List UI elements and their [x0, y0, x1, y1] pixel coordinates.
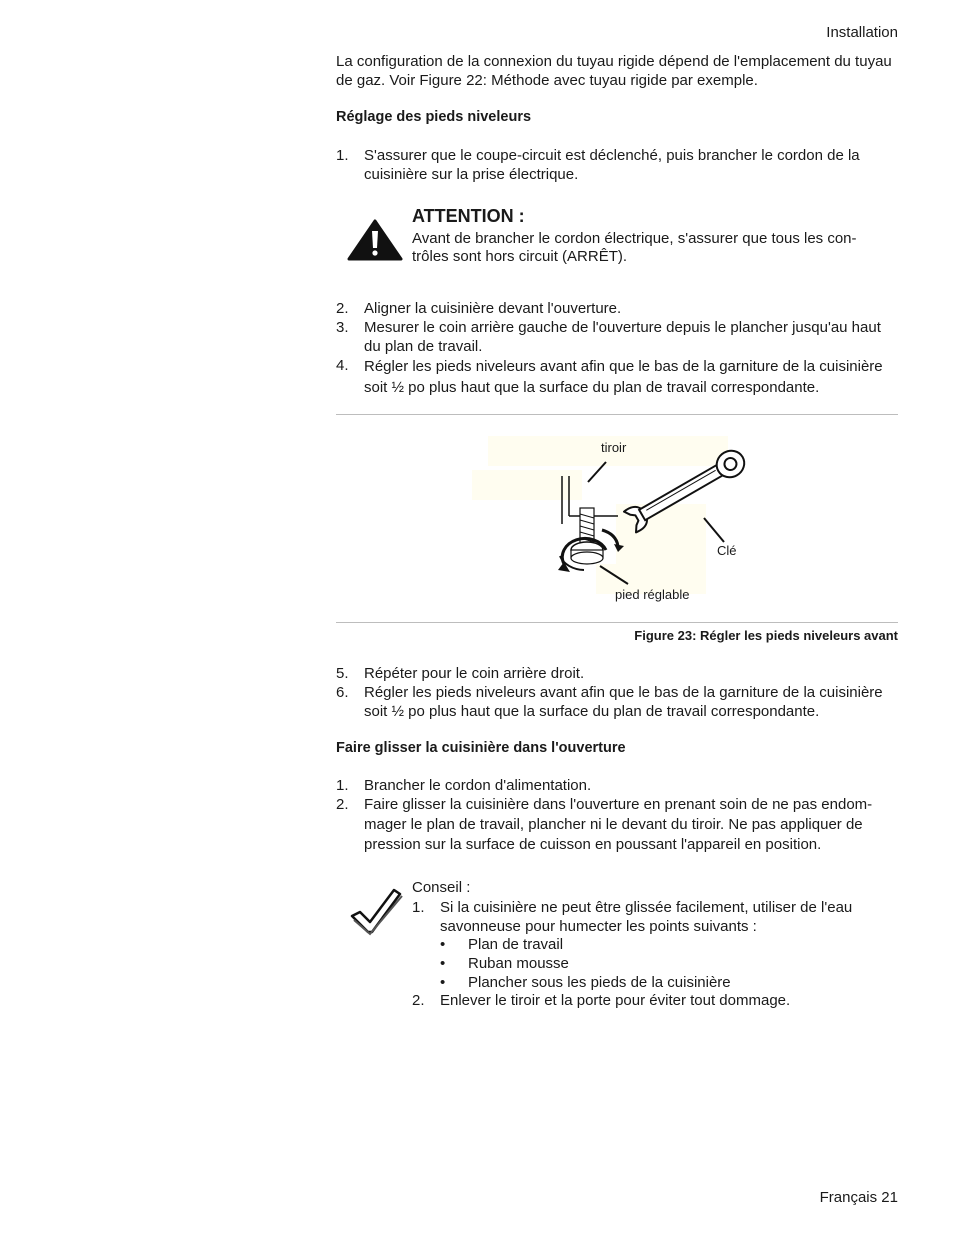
warning-title: ATTENTION :: [412, 206, 525, 226]
label-drawer: tiroir: [601, 440, 627, 455]
page-footer: Français 21: [819, 1189, 898, 1206]
list-number: 1.: [412, 899, 425, 916]
list-number: 6.: [336, 684, 349, 701]
bullet-text: Ruban mousse: [468, 955, 569, 972]
label-adjustable-foot: pied réglable: [615, 587, 690, 602]
intro-paragraph: La configuration de la connexion du tuyau rigide dépend de l'emplacement du tuyau de gaz. Voir Figure 22: Méthode avec tuyau rigide par exemple.: [336, 53, 892, 89]
figure-bottom-rule: [336, 622, 898, 623]
figure-top-rule: [336, 414, 898, 415]
list-number: 3.: [336, 319, 349, 336]
list-text: Régler les pieds niveleurs avant afin que le bas de la garniture de la cuisinière soit ½ po plus haut que la surface du plan de travail correspondante.: [364, 358, 883, 396]
warning-icon: [346, 218, 404, 262]
section-title-slide-in: Faire glisser la cuisinière dans l'ouverture: [336, 740, 626, 756]
tip-title: Conseil :: [412, 879, 471, 896]
list-text: S'assurer que le coupe-circuit est déclenché, puis brancher le cordon de la cuisinière sur la prise électrique.: [364, 147, 860, 183]
list-number: 1.: [336, 777, 349, 794]
list-number: 5.: [336, 665, 349, 682]
list-text: Aligner la cuisinière devant l'ouverture.: [364, 300, 622, 317]
list-text: Brancher le cordon d'alimentation.: [364, 777, 592, 794]
checkmark-icon: [346, 884, 404, 938]
list-text: Si la cuisinière ne peut être glissée facilement, utiliser de l'eau savonneuse pour humecter les points suivants :: [440, 899, 853, 935]
figure-caption: Figure 23: Régler les pieds niveleurs avant: [634, 628, 898, 643]
list-text: Enlever le tiroir et la porte pour éviter tout dommage.: [440, 992, 791, 1009]
bullet-text: Plan de travail: [468, 936, 564, 953]
leveling-foot-illustration: [466, 434, 756, 604]
bullet-marker: •: [440, 955, 446, 972]
list-text: Faire glisser la cuisinière dans l'ouverture en prenant soin de ne pas endom-mager le plan de travail, plancher ni le devant du tiroir. Ne pas appliquer de pression sur la surface de cuisson en poussant l'appareil en position.: [364, 796, 873, 853]
list-number: 4.: [336, 357, 349, 374]
bullet-marker: •: [440, 974, 446, 991]
list-text: Régler les pieds niveleurs avant afin que le bas de la garniture de la cuisinière soit ½ po plus haut que la surface du plan de travail correspondante.: [364, 684, 883, 720]
list-text: Mesurer le coin arrière gauche de l'ouverture depuis le plancher jusqu'au haut du plan de travail.: [364, 319, 881, 355]
bullet-marker: •: [440, 936, 446, 953]
bullet-text: Plancher sous les pieds de la cuisinière: [468, 974, 731, 991]
section-title-leveling: Réglage des pieds niveleurs: [336, 109, 532, 125]
label-wrench: Clé: [717, 543, 737, 558]
page-header: Installation: [826, 24, 898, 41]
list-text: Répéter pour le coin arrière droit.: [364, 665, 585, 682]
list-number: 2.: [336, 300, 349, 317]
warning-text: Avant de brancher le cordon électrique, s'assurer que tous les con-trôles sont hors circuit (ARRÊT).: [412, 230, 857, 265]
list-number: 2.: [336, 796, 349, 813]
list-number: 2.: [412, 992, 425, 1009]
list-number: 1.: [336, 147, 349, 164]
